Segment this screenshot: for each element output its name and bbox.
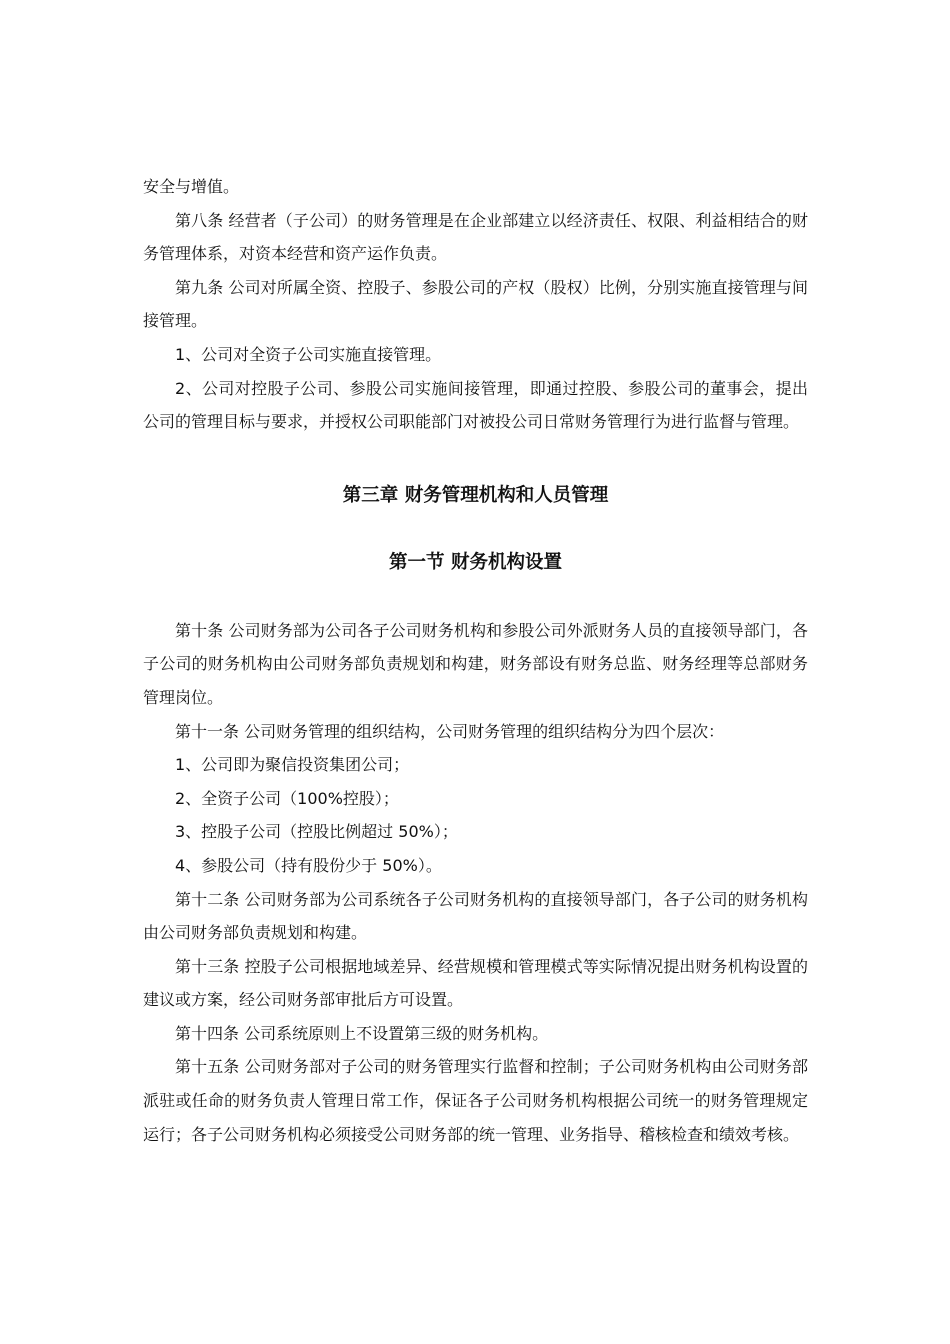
article-11-item-2: 2、全资子公司（100%控股）； xyxy=(175,788,399,808)
article-10: 第十条 公司财务部为公司各子公司财务机构和参股公司外派财务人员的直接领导部门，各子公司的财务机构由公司财务部负责规划和构建，财务部设有财务总监、财务经理等总部财务管理岗位。 xyxy=(143,620,808,707)
article-13: 第十三条 控股子公司根据地域差异、经营规模和管理模式等实际情况提出财务机构设置的建议或方案，经公司财务部审批后方可设置。 xyxy=(143,956,808,1010)
article-15: 第十五条 公司财务部对子公司的财务管理实行监督和控制；子公司财务机构由公司财务部派驻或任命的财务负责人管理日常工作，保证各子公司财务机构根据公司统一的财务管理规定运行；各子公司财务机构必须接受公司财务部的统一管理、业务指导、稽核检查和绩效考核。 xyxy=(143,1057,808,1144)
chapter-title: 第三章 财务管理机构和人员管理 xyxy=(342,484,609,506)
article-9-item-2: 2、公司对控股子公司、参股公司实施间接管理，即通过控股、参股公司的董事会，提出公司的管理目标与要求，并授权公司职能部门对被投公司日常财务管理行为进行监督与管理。 xyxy=(143,378,808,432)
article-8: 第八条 经营者（子公司）的财务管理是在企业部建立以经济责任、权限、利益相结合的财务管理体系，对资本经营和资产运作负责。 xyxy=(143,210,808,264)
article-11-item-4: 4、参股公司（持有股份少于 50%）。 xyxy=(175,855,442,875)
article-11: 第十一条 公司财务管理的组织结构，公司财务管理的组织结构分为四个层次： xyxy=(175,721,725,741)
article-14: 第十四条 公司系统原则上不设置第三级的财务机构。 xyxy=(175,1023,549,1043)
article-11-item-3: 3、控股子公司（控股比例超过 50%）； xyxy=(175,822,458,842)
article-12: 第十二条 公司财务部为公司系统各子公司财务机构的直接领导部门，各子公司的财务机构由公司财务部负责规划和构建。 xyxy=(143,889,808,943)
paragraph-continuation: 安全与增值。 xyxy=(143,177,240,196)
article-11-item-1: 1、公司即为聚信投资集团公司； xyxy=(175,755,410,775)
document-page xyxy=(143,170,808,1151)
article-9-item-1: 1、公司对全资子公司实施直接管理。 xyxy=(175,344,442,364)
section-title: 第一节 财务机构设置 xyxy=(389,551,562,573)
article-9: 第九条 公司对所属全资、控股子、参股公司的产权（股权）比例，分别实施直接管理与间接管理。 xyxy=(143,277,808,331)
